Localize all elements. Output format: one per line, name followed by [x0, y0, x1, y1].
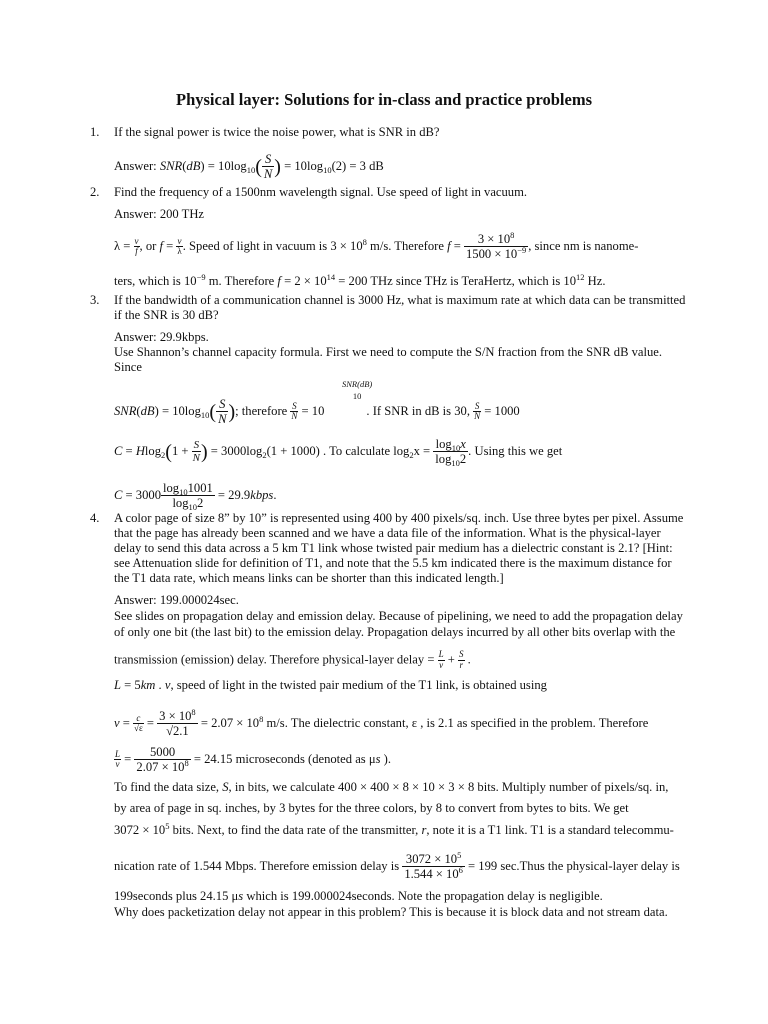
q3-equation-2: C = Hlog$_2$(1 + $\frac{S}{N}$ ) = $3000\log_2(1 + 1000)$ . To calculate $\log_2x$ = $\frac{\log_{10}x}{\log_{10}2}$ . Using this we get: [114, 437, 563, 469]
q3-exponent-fraction: SNR(dB) 10: [342, 379, 373, 401]
q4-para-4: L = 5km . v, speed of light in the twisted pair medium of the T1 link, is obtained using: [114, 678, 547, 692]
q4-line-2: that the page has already been scanned and we have a data file of the information. What is the physical-layer: [114, 526, 661, 540]
q1-answer-equation: Answer: $SNR(dB) = 10\log_{10}$( $\frac{S}{N}$ ) = $10\log_{10}(2) = 3$ dB: [114, 152, 384, 182]
q3-question-l2: if the SNR is 30 dB?: [114, 308, 219, 322]
q3-answer: Answer: 29.9kbps.: [114, 330, 209, 344]
q1-number: 1.: [90, 125, 100, 139]
page-title: Physical layer: Solutions for in-class and practice problems: [175, 90, 592, 109]
q4-para-9: 199seconds plus 24.15 μs which is 199.000024seconds. Note the propagation delay is negligible.: [114, 889, 603, 903]
q4-para-2: of only one bit (the last bit) to the emission delay. Propagation delays incurred by all other bits overlap with the: [114, 625, 676, 639]
q2-line2: ters, which is $10^{-9}$ m. Therefore $f = 2 \times 10^{14} = 200$ THz since THz is TeraHertz, which is $10^{12}$ Hz.: [114, 272, 606, 288]
q4-emission-delay-line: nication rate of 1.544 Mbps. Therefore emission delay is $\frac{3072 \times 10^5}{1.544 \times 10^6}$ = 199 sec.Thus the physical-layer delay is: [114, 850, 680, 882]
q4-line-4: see Attenuation slide for definition of T1, and note that the 5.5 km indicated there is the maximum distance for: [114, 556, 672, 570]
q4-line-3: delay to send this data across a 5 km T1 link whose twisted pair medium has a dielectric constant is 2.1? [Hint:: [114, 541, 673, 555]
q4-para-3: transmission (emission) delay. Therefore physical-layer delay = $\frac{L}{v}$ + $\frac{S}{r}$ .: [114, 649, 471, 670]
q4-answer: Answer: 199.000024sec.: [114, 593, 239, 607]
q2-equation-line: λ = $\frac{v}{f}$ , or f = $\frac{v}{\lambda}$ . Speed of light in vacuum is $3 \times 10^8$ m/s. Therefore f = $\frac{3 \times 10^8}{1500 \times 10^{-9}}$ , since nm is nanome-: [114, 230, 639, 262]
q4-velocity-equation: v = $\frac{c}{√\varepsilon}$ = $\frac{3 \times 10^8}{√2.1}$ = $2.07 \times 10^8$ m/s. The dielectric constant, ε , is 2.1 as specified in the problem. Therefore: [114, 707, 649, 739]
q4-para-7: $3072 \times 10^5$ bits. Next, to find the data rate of the transmitter, r, note it is a T1 link. T1 is a standard telecommu-: [114, 821, 674, 837]
q4-line-1: A color page of size 8” by 10” is represented using 400 by 400 pixels/sq. inch. Use three bytes per pixel. Assume: [114, 511, 684, 525]
q4-para-5: To find the data size, S, in bits, we calculate 400 × 400 × 8 × 10 × 3 × 8 bits. Multiply number of pixels/sq. in,: [114, 780, 669, 794]
q4-para-10: Why does packetization delay not appear in this problem? This is because it is block data and not stream data.: [114, 905, 668, 919]
q4-number: 4.: [90, 511, 100, 525]
q3-equation-3: C = 3000 $\frac{\log_{10}1001}{\log_{10}2}$ = 29.9kbps.: [114, 481, 277, 513]
q3-para-2: Since: [114, 360, 142, 374]
q3-number: 3.: [90, 293, 100, 307]
q3-para-1: Use Shannon’s channel capacity formula. First we need to compute the S/N fraction from the SNR dB value.: [114, 345, 663, 359]
q4-para-1: See slides on propagation delay and emission delay. Because of pipelining, we need to add the propagation delay: [114, 609, 683, 623]
q4-line-5: the T1 data rate, which means links can be shorter than this indicated length.]: [114, 571, 504, 585]
q3-question-l1: If the bandwidth of a communication channel is 3000 Hz, what is maximum rate at which data can be transmitted: [114, 293, 686, 307]
q2-number: 2.: [90, 185, 100, 199]
q2-question: Find the frequency of a 1500nm wavelength signal. Use speed of light in vacuum.: [114, 185, 528, 199]
q2-answer: Answer: 200 THz: [114, 207, 205, 221]
q3-equation-1: $SNR(dB) = 10\log_{10}$( $\frac{S}{N}$ ); therefore $\frac{S}{N}$ = 10 . If SNR in dB is 30, $\frac{S}{N}$ = 1000: [114, 397, 520, 427]
q4-prop-delay-equation: $\frac{L}{v}$ = $\frac{5000}{2.07 \times 10^8}$ = 24.15 microseconds (denoted as μs ).: [115, 745, 392, 775]
q4-para-6: by area of page in sq. inches, by 3 bytes for the three colors, by 8 to convert from bytes to bits. We get: [114, 801, 629, 815]
q1-question: If the signal power is twice the noise power, what is SNR in dB?: [114, 125, 440, 139]
